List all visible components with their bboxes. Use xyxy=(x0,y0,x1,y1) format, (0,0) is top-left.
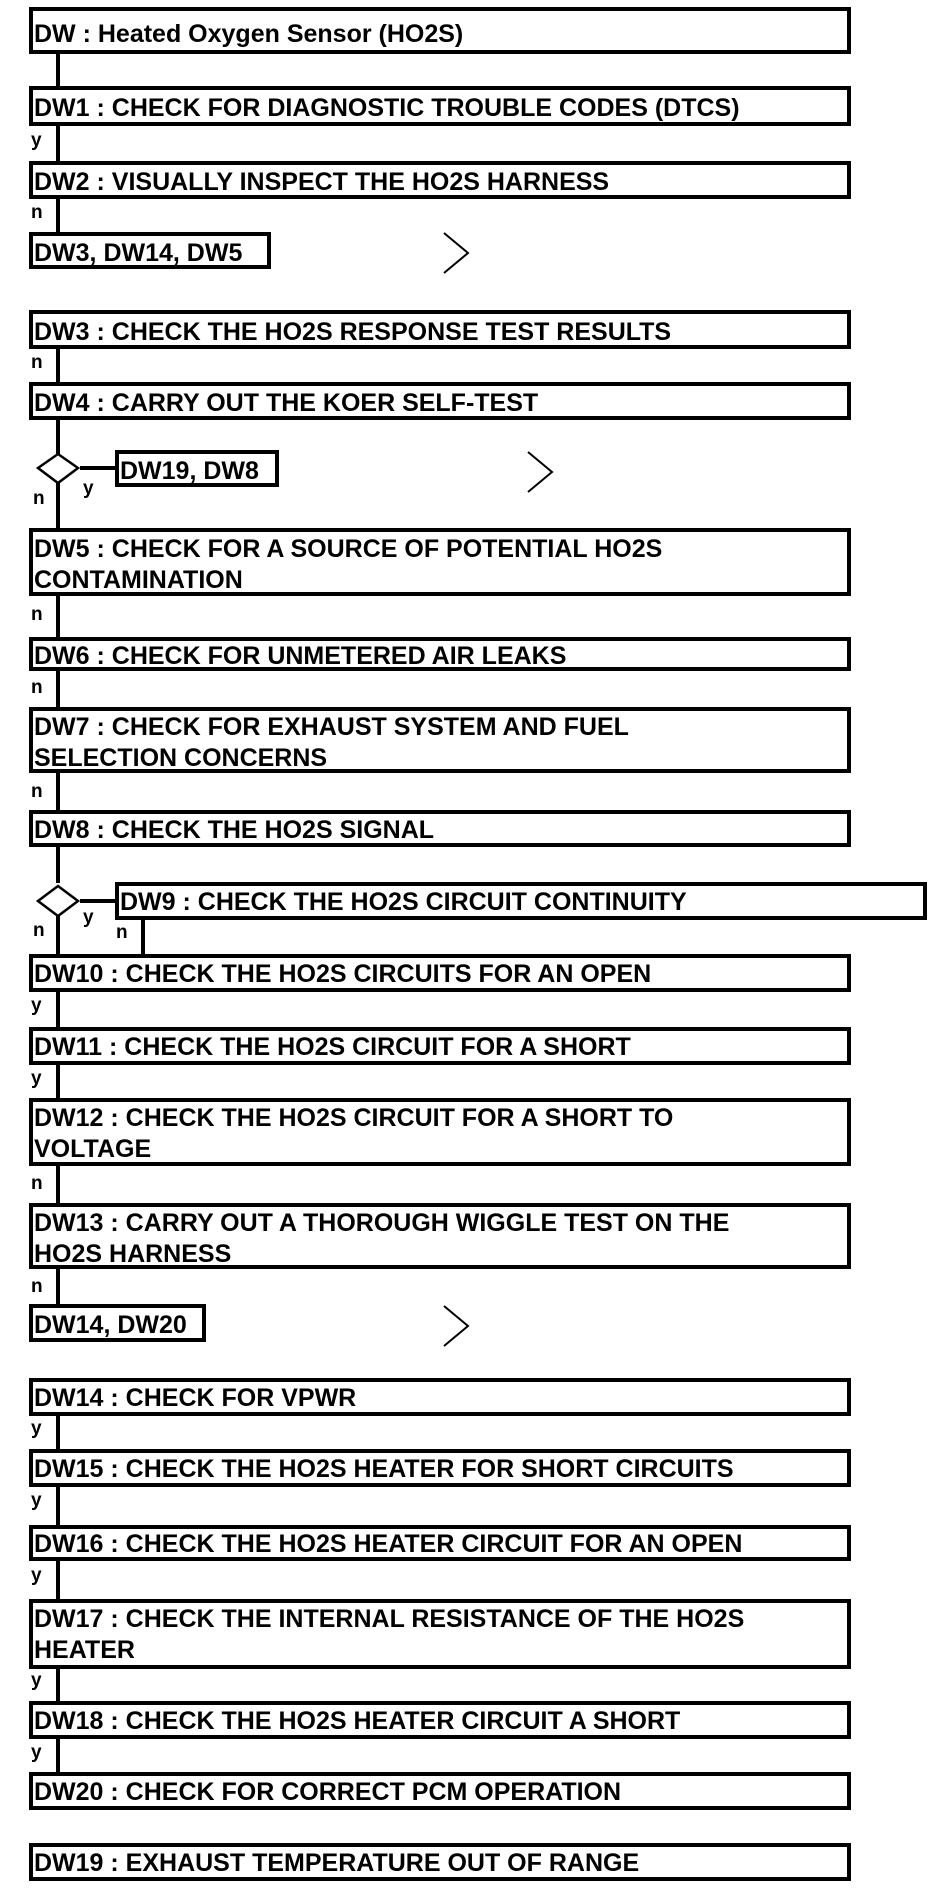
branch-label-no: n xyxy=(31,677,43,698)
svg-text:DW10 : CHECK THE HO2S CIRCUITS: DW10 : CHECK THE HO2S CIRCUITS FOR AN OPEN xyxy=(34,960,652,988)
continue-arrow-icon xyxy=(444,1306,468,1346)
svg-text:DW13 : CARRY OUT A THOROUGH WI: DW13 : CARRY OUT A THOROUGH WIGGLE TEST ON THE xyxy=(34,1209,730,1237)
continue-arrow-icon xyxy=(528,452,552,492)
decision-diamond xyxy=(38,886,78,916)
branch-label-no: n xyxy=(31,781,43,802)
branch-label-no: n xyxy=(31,202,43,223)
step-dw14 xyxy=(31,1380,849,1414)
svg-text:DW17 : CHECK THE INTERNAL RESI: DW17 : CHECK THE INTERNAL RESISTANCE OF THE HO2S xyxy=(34,1605,745,1633)
branch-label-yes: y xyxy=(31,1418,42,1439)
svg-text:SELECTION CONCERNS: SELECTION CONCERNS xyxy=(34,744,328,772)
svg-text:DW2 : VISUALLY INSPECT THE HO2: DW2 : VISUALLY INSPECT THE HO2S HARNESS xyxy=(34,168,610,196)
svg-text:DW18 : CHECK THE HO2S HEATER C: DW18 : CHECK THE HO2S HEATER CIRCUIT A SHORT xyxy=(34,1707,681,1735)
jump-box-dw3-dw14-dw5[interactable] xyxy=(31,234,269,267)
svg-text:DW11 : CHECK THE HO2S CIRCUIT: DW11 : CHECK THE HO2S CIRCUIT FOR A SHORT xyxy=(34,1033,631,1061)
branch-label-yes: y xyxy=(31,1068,42,1089)
svg-text:DW19, DW8: DW19, DW8 xyxy=(120,457,259,485)
branch-label-yes: y xyxy=(31,1670,42,1691)
branch-label-yes: y xyxy=(31,130,42,151)
svg-text:DW9 : CHECK THE HO2S CIRCUIT C: DW9 : CHECK THE HO2S CIRCUIT CONTINUITY xyxy=(120,888,687,916)
step-dw9 xyxy=(117,884,925,918)
step-dw7 xyxy=(31,709,849,772)
svg-text:DW19 : EXHAUST TEMPERATURE OUT: DW19 : EXHAUST TEMPERATURE OUT OF RANGE xyxy=(34,1849,640,1877)
branch-label-yes: y xyxy=(31,1742,42,1763)
step-dw19 xyxy=(31,1845,849,1879)
step-dw16 xyxy=(31,1527,849,1559)
branch-label-yes: y xyxy=(31,1490,42,1511)
svg-text:DW20 : CHECK FOR CORRECT PCM O: DW20 : CHECK FOR CORRECT PCM OPERATION xyxy=(34,1778,622,1806)
svg-text:DW4 : CARRY OUT THE KOER SELF-: DW4 : CARRY OUT THE KOER SELF-TEST xyxy=(34,389,539,417)
branch-label-yes: y xyxy=(31,995,42,1016)
svg-text:DW16 : CHECK THE HO2S HEATER C: DW16 : CHECK THE HO2S HEATER CIRCUIT FOR AN OPEN xyxy=(34,1530,743,1558)
svg-text:DW5 : CHECK FOR A SOURCE OF PO: DW5 : CHECK FOR A SOURCE OF POTENTIAL HO2S xyxy=(34,535,663,563)
decision-diamond xyxy=(38,454,78,483)
svg-text:DW1 : CHECK FOR DIAGNOSTIC TRO: DW1 : CHECK FOR DIAGNOSTIC TROUBLE CODES (DTCS) xyxy=(34,94,740,122)
step-dw3 xyxy=(31,312,849,347)
step-dw10 xyxy=(31,956,849,990)
svg-text:DW12 : CHECK THE HO2S CIRCUIT: DW12 : CHECK THE HO2S CIRCUIT FOR A SHORT TO xyxy=(34,1104,674,1132)
title-box xyxy=(31,9,849,52)
branch-label-no: n xyxy=(31,1276,43,1297)
svg-text:DW6 : CHECK FOR UNMETERED AIR: DW6 : CHECK FOR UNMETERED AIR LEAKS xyxy=(34,642,567,670)
step-dw4 xyxy=(31,384,849,418)
svg-text:DW14 : CHECK FOR VPWR: DW14 : CHECK FOR VPWR xyxy=(34,1384,357,1412)
svg-text:DW8 : CHECK THE HO2S SIGNAL: DW8 : CHECK THE HO2S SIGNAL xyxy=(34,816,435,844)
svg-text:DW15 : CHECK THE HO2S HEATER F: DW15 : CHECK THE HO2S HEATER FOR SHORT CIRCUITS xyxy=(34,1455,734,1483)
step-dw20 xyxy=(31,1774,849,1808)
svg-text:DW3 : CHECK THE HO2S RESPONSE: DW3 : CHECK THE HO2S RESPONSE TEST RESULTS xyxy=(34,318,672,346)
branch-label-no: n xyxy=(31,604,43,625)
jump-box-dw19-dw8[interactable] xyxy=(117,452,277,485)
page-title: DW : Heated Oxygen Sensor (HO2S) xyxy=(34,20,464,48)
branch-label-no: n xyxy=(31,352,43,373)
branch-label-yes: y xyxy=(83,478,94,499)
branch-label-yes: y xyxy=(31,1565,42,1586)
svg-text:HEATER: HEATER xyxy=(34,1636,135,1664)
svg-text:DW3, DW14, DW5: DW3, DW14, DW5 xyxy=(34,239,243,267)
continue-arrow-icon xyxy=(444,233,468,273)
jump-box-dw14-dw20[interactable] xyxy=(31,1306,204,1340)
branch-label-no: n xyxy=(33,488,45,509)
step-dw15 xyxy=(31,1451,849,1485)
branch-label-no: n xyxy=(116,922,128,943)
step-dw1 xyxy=(31,88,849,124)
step-dw18 xyxy=(31,1703,849,1737)
svg-text:DW14, DW20: DW14, DW20 xyxy=(34,1311,187,1339)
step-dw12 xyxy=(31,1100,849,1164)
step-dw17 xyxy=(31,1601,849,1667)
step-dw6 xyxy=(31,639,849,670)
svg-text:HO2S HARNESS: HO2S HARNESS xyxy=(34,1240,232,1268)
svg-text:CONTAMINATION: CONTAMINATION xyxy=(34,566,243,594)
branch-label-no: n xyxy=(33,920,45,941)
step-dw2 xyxy=(31,163,849,197)
step-dw13 xyxy=(31,1205,849,1268)
svg-text:VOLTAGE: VOLTAGE xyxy=(34,1135,152,1163)
step-dw11 xyxy=(31,1029,849,1063)
step-dw5 xyxy=(31,530,849,594)
branch-label-no: n xyxy=(31,1173,43,1194)
svg-text:DW7 : CHECK FOR EXHAUST SYSTEM: DW7 : CHECK FOR EXHAUST SYSTEM AND FUEL xyxy=(34,713,629,741)
step-dw8 xyxy=(31,812,849,845)
branch-label-yes: y xyxy=(83,907,94,928)
